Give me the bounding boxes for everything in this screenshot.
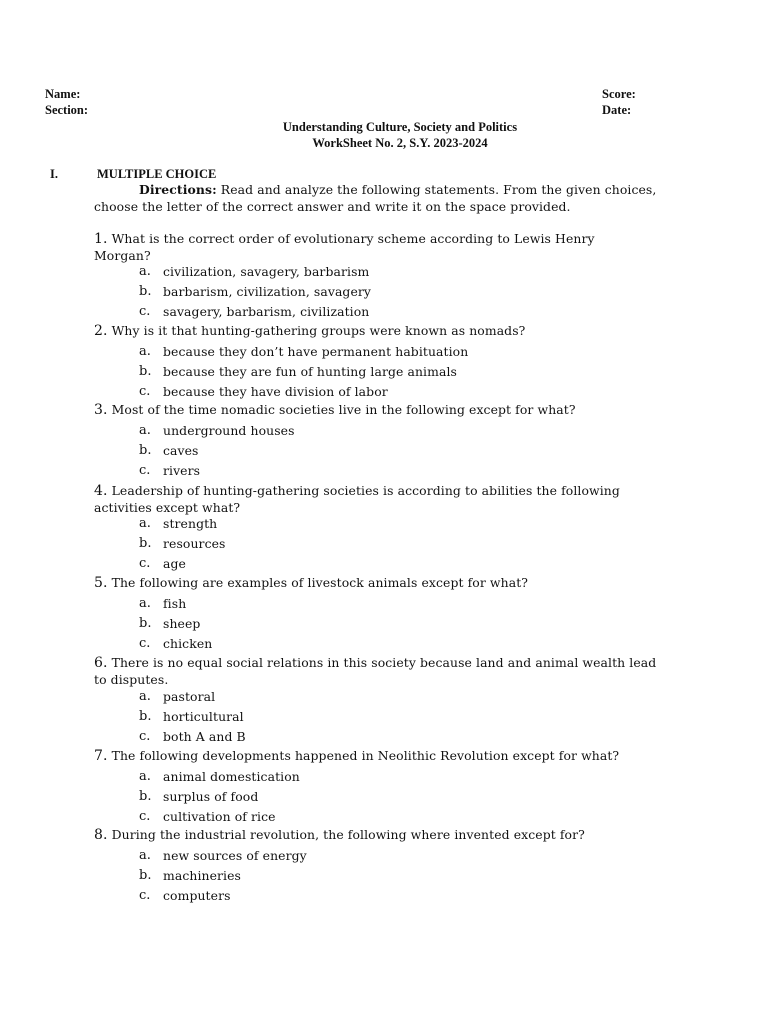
score-label: Score: <box>602 87 636 101</box>
option-text: machineries <box>163 868 242 883</box>
option-letter: b. <box>139 443 152 458</box>
option-text: fish <box>163 596 187 611</box>
option-text: new sources of energy <box>163 848 307 863</box>
option-text: because they don’t have permanent habituation <box>163 344 469 359</box>
option-letter: a. <box>139 344 151 359</box>
option-letter: a. <box>139 848 151 863</box>
worksheet-subtitle: WorkSheet No. 2, S.Y. 2023-2024 <box>312 136 488 150</box>
directions-line <box>139 182 656 199</box>
option-text: surplus of food <box>163 789 259 804</box>
directions-label: Directions: <box>139 182 217 197</box>
option-letter: a. <box>139 516 151 531</box>
question-text: What is the correct order of evolutionary scheme according to Lewis Henry Morgan? <box>94 231 595 263</box>
option-letter: a. <box>139 423 151 438</box>
question-text: The following are examples of livestock animals except for what? <box>107 575 529 590</box>
question-3 <box>94 402 576 419</box>
option-text: pastoral <box>163 689 216 704</box>
option-text: resources <box>163 536 226 551</box>
question-text: Most of the time nomadic societies live in the following except for what? <box>107 402 576 417</box>
option-text: caves <box>163 443 199 458</box>
option-letter: c. <box>139 556 151 571</box>
option-letter: c. <box>139 888 151 903</box>
question-1 <box>94 231 614 264</box>
option-letter: a. <box>139 596 151 611</box>
question-number: 4. <box>94 483 108 499</box>
question-7 <box>94 748 619 765</box>
option-letter: b. <box>139 709 152 724</box>
option-letter: b. <box>139 284 152 299</box>
question-text: During the industrial revolution, the following where invented except for? <box>107 827 585 842</box>
name-label: Name: <box>45 87 81 101</box>
option-text: cultivation of rice <box>163 809 276 824</box>
option-letter: b. <box>139 789 152 804</box>
option-text: sheep <box>163 616 201 631</box>
option-text: rivers <box>163 463 201 478</box>
question-number: 3. <box>94 402 108 418</box>
option-text: animal domestication <box>163 769 300 784</box>
question-number: 6. <box>94 655 108 671</box>
question-number: 5. <box>94 575 108 591</box>
option-text: horticultural <box>163 709 244 724</box>
option-text: chicken <box>163 636 213 651</box>
option-letter: a. <box>139 264 151 279</box>
question-text: Leadership of hunting-gathering societies is according to abilities the following activities except what? <box>94 483 620 515</box>
question-number: 8. <box>94 827 108 843</box>
option-letter: c. <box>139 384 151 399</box>
question-6 <box>94 655 668 688</box>
question-5 <box>94 575 528 592</box>
question-number: 7. <box>94 748 108 764</box>
option-letter: a. <box>139 769 151 784</box>
directions-text-2: choose the letter of the correct answer and write it on the space provided. <box>94 199 571 214</box>
question-4 <box>94 483 668 516</box>
option-text: underground houses <box>163 423 295 438</box>
option-text: barbarism, civilization, savagery <box>163 284 372 299</box>
option-letter: b. <box>139 364 152 379</box>
question-number: 2. <box>94 323 108 339</box>
option-text: civilization, savagery, barbarism <box>163 264 370 279</box>
part-heading: MULTIPLE CHOICE <box>97 167 217 181</box>
option-letter: b. <box>139 616 152 631</box>
question-8 <box>94 827 585 844</box>
option-letter: c. <box>139 304 151 319</box>
option-letter: c. <box>139 809 151 824</box>
option-letter: b. <box>139 868 152 883</box>
option-letter: b. <box>139 536 152 551</box>
option-letter: c. <box>139 636 151 651</box>
question-text: There is no equal social relations in this society because land and animal wealth lead to disputes. <box>94 655 657 687</box>
option-text: because they have division of labor <box>163 384 388 399</box>
question-2 <box>94 323 525 340</box>
option-text: age <box>163 556 186 571</box>
part-numeral: I. <box>50 167 58 181</box>
question-text: The following developments happened in Neolithic Revolution except for what? <box>107 748 620 763</box>
question-text: Why is it that hunting-gathering groups were known as nomads? <box>107 323 526 338</box>
question-number: 1. <box>94 231 108 247</box>
option-text: because they are fun of hunting large animals <box>163 364 457 379</box>
option-letter: c. <box>139 729 151 744</box>
section-label: Section: <box>45 103 89 117</box>
option-text: computers <box>163 888 231 903</box>
option-letter: a. <box>139 689 151 704</box>
worksheet-title: Understanding Culture, Society and Politics <box>282 120 518 134</box>
directions-text: Read and analyze the following statements. From the given choices, <box>216 182 657 197</box>
option-letter: c. <box>139 463 151 478</box>
option-text: strength <box>163 516 218 531</box>
option-text: both A and B <box>163 729 246 744</box>
option-text: savagery, barbarism, civilization <box>163 304 370 319</box>
date-label: Date: <box>602 103 632 117</box>
